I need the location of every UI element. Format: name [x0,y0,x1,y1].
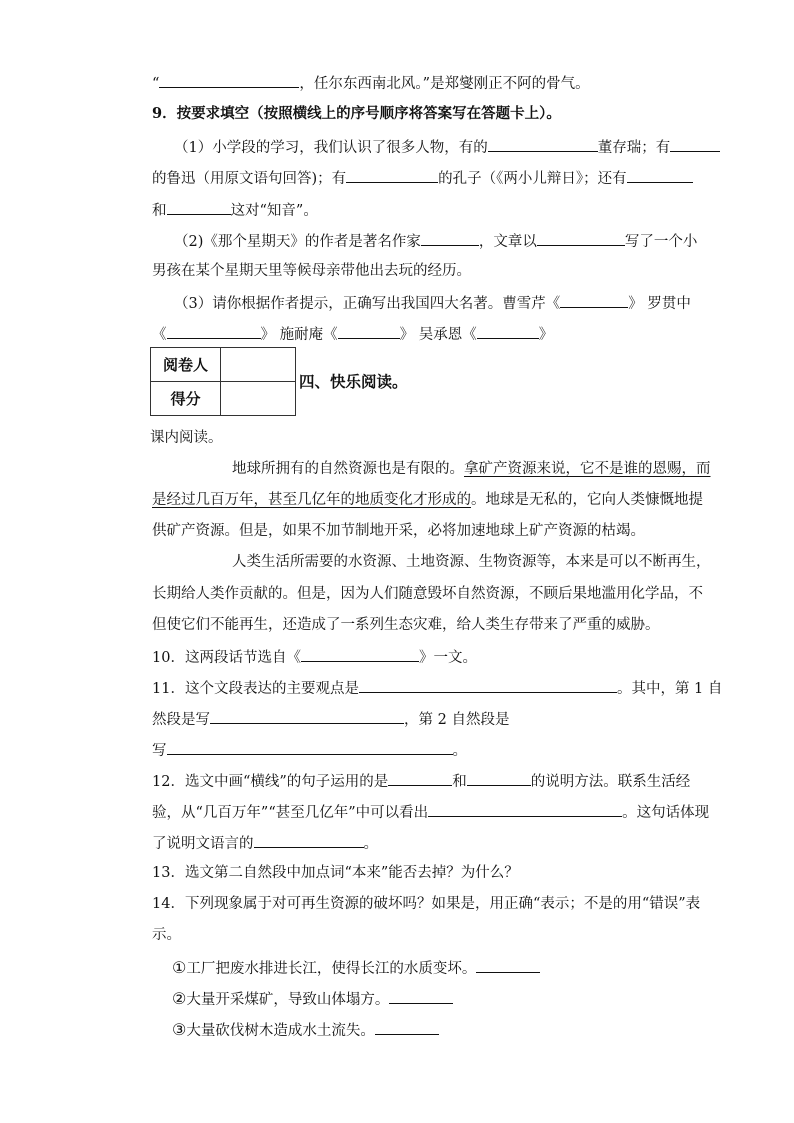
answer-blank[interactable] [476,957,540,973]
q11-line1: 11．这个文段表达的主要观点是 。其中，第 1 自 [152,677,722,699]
q11-line2: 然段是写 ，第 2 自然段是 [152,708,509,730]
score-table [150,347,296,416]
q9-part3-line1: （3）请你根据作者提示，正确写出我国四大名著。曹雪芹《 》 罗贯中 [174,292,691,314]
answer-blank[interactable] [627,167,693,183]
answer-blank[interactable] [467,770,531,786]
passage-p1-line1: 地球所拥有的自然资源也是有限的。拿矿产资源来说，它不是谁的恩赐，而 [232,461,711,477]
answer-blank[interactable] [388,770,452,786]
q9-part3-line2: 《 》 施耐庵《 》 吴承恩《 》 [152,323,553,345]
answer-blank[interactable] [338,323,400,339]
answer-blank[interactable] [159,72,299,88]
q13-line: 13．选文第二自然段中加点词“本来”能否去掉？为什么？ [152,865,519,881]
q8-tail-line [152,72,590,94]
answer-blank[interactable] [346,167,438,183]
q9-title: 9．按要求填空（按照横线上的序号顺序将答案写在答题卡上）。 [152,105,561,122]
answer-blank[interactable] [488,136,598,152]
q9-part1-line3: 和 这对“知音”。 [152,199,318,221]
answer-blank[interactable] [428,801,622,817]
answer-blank[interactable] [167,323,261,339]
underlined-sentence: 拿矿产资源来说，它不是谁的恩赐，而 [464,461,711,477]
q11-line3: 写 。 [152,739,467,761]
passage-p2-line1: 人类生活所需要的水资源、土地资源、生物资源等，本来是可以不断再生， [232,554,711,570]
q9-part1-line2: 的鲁迅（用原文语句回答)；有 的孔子（《两小儿辩日》；还有 [152,167,693,189]
answer-blank[interactable] [375,1019,439,1035]
answer-blank[interactable] [477,323,539,339]
passage-p1-line2: 是经过几百万年，甚至几亿年的地质变化才形成的。地球是无私的，它向人类慷慨地提 [152,492,703,508]
underlined-sentence: 是经过几百万年，甚至几亿年的地质变化才形成的 [152,492,471,508]
answer-blank[interactable] [301,646,419,662]
open-quote: “ [152,76,160,92]
q9-part2-line1: （2)《那个星期天》的作者是著名作家 ，文章以 写了一个小 [174,230,697,252]
q10-line: 10．这两段话节选自《 》一文。 [152,646,477,668]
q14-item-3: ③大量砍伐树木造成水土流失。 [172,1019,439,1041]
q14-item-1: ①工厂把废水排进长江，使得长江的水质变坏。 [172,957,540,979]
passage-p2-line3: 但使它们不能再生，还造成了一系列生态灾难，给人类生存带来了严重的威胁。 [152,617,660,633]
q14-line1: 14．下列现象属于对可再生资源的破坏吗？如果是，用正确“表示；不是的用“错误”表 [152,896,701,912]
q12-line2: 验，从“几百万年”“甚至几亿年”中可以看出 。这句话体现 [152,801,709,823]
answer-blank[interactable] [421,230,479,246]
reviewer-label: 阅卷人 [151,348,221,382]
q9-part1-line1: （1）小学段的学习，我们认识了很多人物，有的 董存瑞；有 [174,136,720,158]
answer-blank[interactable] [537,230,625,246]
score-field[interactable] [221,382,296,416]
passage-p1-line3: 供矿产资源。但是，如果不加节制地开采，必将加速地球上矿产资源的枯竭。 [152,523,645,539]
answer-blank[interactable] [210,708,404,724]
q9-part2-line2: 男孩在某个星期天里等候母亲带他出去玩的经历。 [152,263,471,279]
answer-blank[interactable] [167,199,231,215]
score-label: 得分 [151,382,221,416]
q14-line2: 示。 [152,927,181,943]
q14-item-2: ②大量开采煤矿，导致山体塌方。 [172,988,453,1010]
reading-intro: 课内阅读。 [150,430,223,446]
answer-blank[interactable] [254,832,364,848]
answer-blank[interactable] [670,136,720,152]
passage-p2-line2: 长期给人类作贡献的。但是，因为人们随意毁坏自然资源，不顾后果地滥用化学品，不 [152,586,703,602]
reviewer-field[interactable] [221,348,296,382]
answer-blank[interactable] [389,988,453,1004]
answer-blank[interactable] [359,677,617,693]
answer-blank[interactable] [167,739,453,755]
q12-line1: 12．选文中画“横线”的句子运用的是 和 的说明方法。联系生活经 [152,770,690,792]
q8-tail-text: ，任尔东西南北风。”是郑燮刚正不阿的骨气。 [299,76,590,92]
answer-blank[interactable] [560,292,628,308]
q12-line3: 了说明文语言的 。 [152,832,378,854]
section-title: 四、快乐阅读。 [299,372,408,391]
